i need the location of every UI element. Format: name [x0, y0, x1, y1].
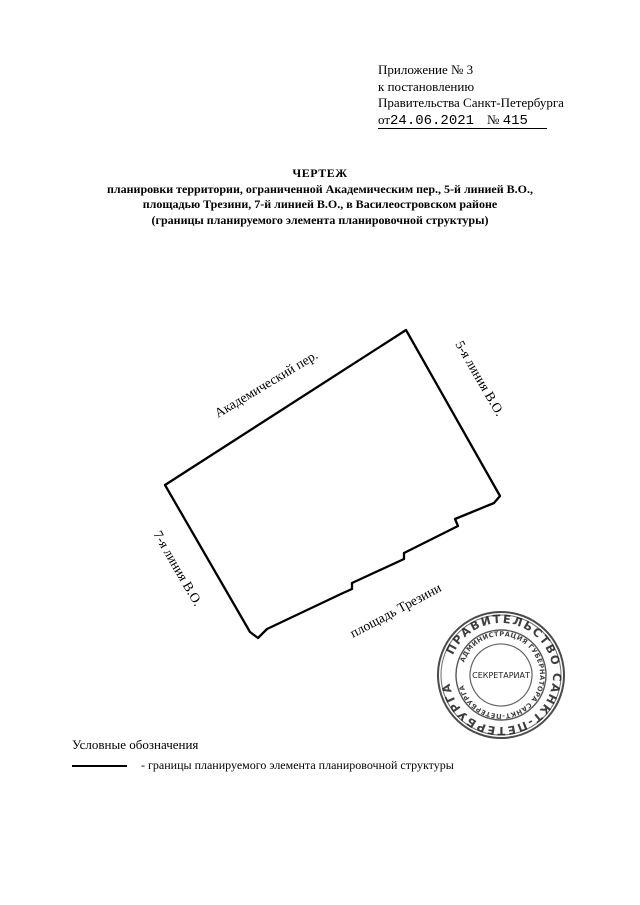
official-stamp — [424, 598, 578, 753]
annex-line-3: Правительства Санкт-Петербурга — [378, 95, 564, 110]
stamp-center-text: СЕКРЕТАРИАТ — [472, 671, 530, 680]
annex-date-prefix: от — [378, 111, 391, 127]
street-label-north: Академический пер. — [211, 347, 321, 421]
annex-line-1: Приложение № 3 — [378, 62, 474, 77]
drawing-title-line-3: (границы планируемого элемента планировочной структуры) — [151, 212, 489, 227]
annex-date: 24.06.2021 — [390, 112, 475, 129]
annex-number-prefix: № — [487, 111, 500, 127]
legend-line-symbol — [72, 765, 127, 767]
legend-item — [72, 758, 454, 773]
legend-item-label: - границы планируемого элемента планировочной структуры — [141, 758, 454, 772]
annex-line-2: к постановлению — [378, 78, 475, 94]
boundary-outline — [165, 330, 500, 638]
drawing-heading: ЧЕРТЕЖ — [292, 166, 348, 180]
street-label-west: 7-я линия В.О. — [150, 528, 206, 609]
stamp-inner-text: АДМИНИСТРАЦИЯ ГУБЕРНАТОРА САНКТ-ПЕТЕРБУРГА — [457, 629, 547, 721]
legend-title: Условные обозначения — [72, 737, 199, 752]
stamp-outer-text: ПРАВИТЕЛЬСТВО САНКТ-ПЕТЕРБУРГА — [438, 611, 565, 739]
street-label-south: площадь Трезини — [347, 579, 444, 641]
street-label-east: 5-я линия В.О. — [452, 338, 508, 419]
drawing-title-line-2: площадью Трезини, 7-й линией В.О., в Василеостровском районе — [142, 197, 498, 211]
drawing-title-line-1: планировки территории, ограниченной Академическим пер., 5-й линией В.О., — [107, 181, 533, 196]
annex-number: 415 — [502, 112, 528, 129]
